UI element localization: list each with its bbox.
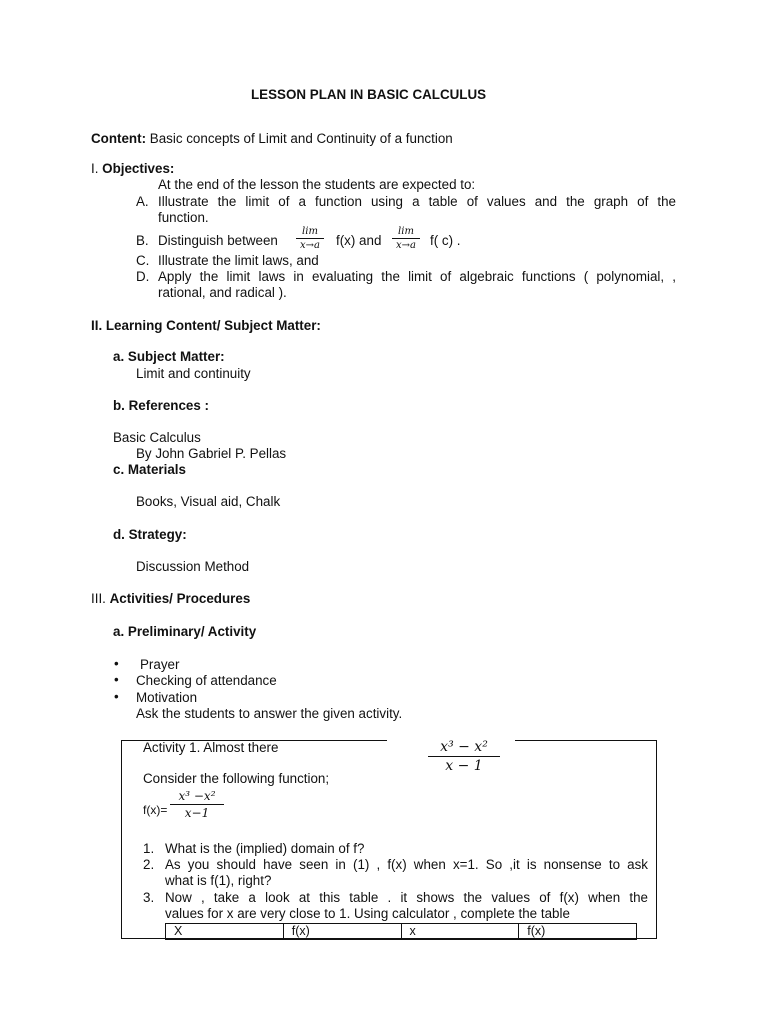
list-item: Prayer	[140, 657, 180, 672]
question-2-cont: what is f(1), right?	[165, 873, 272, 888]
activity-box-top-right-border	[515, 740, 656, 741]
subject-matter-value: Limit and continuity	[136, 366, 251, 381]
activity-instruction: Ask the students to answer the given activity.	[136, 706, 403, 721]
values-table-header	[165, 923, 637, 940]
objective-d-marker: D.	[136, 269, 150, 284]
question-1-marker: 1.	[143, 841, 155, 856]
objective-a-text: Illustrate the limit of a function using a table of values and the graph of the	[158, 194, 676, 209]
objective-b-marker: B.	[136, 233, 149, 248]
strategy-label: d. Strategy:	[113, 527, 187, 542]
fx-label: f(x)=	[143, 803, 168, 817]
bullet-icon: •	[114, 672, 119, 687]
table-header-cell: f(x)	[518, 924, 636, 939]
objective-b-post: f( c) .	[430, 233, 461, 248]
content-text: Basic concepts of Limit and Continuity of a function	[146, 131, 453, 146]
question-3: Now , take a look at this table . it shows the values of f(x) when the	[165, 890, 648, 905]
list-item: Motivation	[136, 690, 198, 705]
content-label: Content:	[91, 131, 147, 146]
materials-value: Books, Visual aid, Chalk	[136, 494, 281, 509]
objective-a-marker: A.	[136, 194, 149, 209]
content-line	[91, 131, 453, 147]
fx-fraction: x³ −x² x−1	[170, 789, 224, 821]
bullet-icon: •	[114, 656, 119, 671]
objective-b-mid: f(x) and	[336, 233, 382, 248]
objective-d-text-cont: rational, and radical ).	[158, 285, 287, 300]
question-2-marker: 2.	[143, 857, 155, 872]
activities-heading: III. Activities/ Procedures	[91, 591, 251, 606]
question-1: What is the (implied) domain of f?	[165, 841, 365, 856]
reference-book: Basic Calculus	[113, 430, 201, 445]
strategy-value: Discussion Method	[136, 559, 250, 574]
references-label: b. References :	[113, 398, 210, 413]
list-item: Checking of attendance	[136, 673, 277, 688]
objective-b-text: Distinguish between	[158, 233, 278, 248]
materials-label: c. Materials	[113, 462, 186, 477]
question-3-marker: 3.	[143, 890, 155, 905]
bullet-icon: •	[114, 689, 119, 704]
preliminary-activity-label: a. Preliminary/ Activity	[113, 624, 257, 639]
page-title: LESSON PLAN IN BASIC CALCULUS	[251, 87, 487, 102]
consider-text: Consider the following function;	[143, 771, 330, 786]
activity-main-fraction: x³ − x² x − 1	[428, 738, 500, 775]
objectives-intro: At the end of the lesson the students are expected to:	[158, 177, 476, 192]
reference-author: By John Gabriel P. Pellas	[136, 446, 287, 461]
limit-notation-2: lim x→a	[392, 225, 420, 252]
activity-title: Activity 1. Almost there	[143, 740, 279, 755]
learning-heading: II. Learning Content/ Subject Matter:	[91, 318, 321, 333]
question-2: As you should have seen in (1) , f(x) when x=1. So ,it is nonsense to ask	[165, 857, 648, 872]
table-header-cell: X	[174, 924, 183, 938]
table-header-cell: x	[401, 924, 519, 939]
objective-d-text: Apply the limit laws in evaluating the limit of algebraic functions ( polynomial, ,	[158, 269, 676, 284]
objective-c-marker: C.	[136, 253, 150, 268]
objectives-heading: I. Objectives:	[91, 161, 175, 176]
question-3-cont: values for x are very close to 1. Using calculator , complete the table	[165, 906, 570, 921]
subject-matter-label: a. Subject Matter:	[113, 349, 225, 364]
objective-c-text: Illustrate the limit laws, and	[158, 253, 319, 268]
limit-notation-1: lim x→a	[296, 225, 324, 252]
table-header-cell: f(x)	[283, 924, 401, 939]
objective-a-text-cont: function.	[158, 210, 209, 225]
